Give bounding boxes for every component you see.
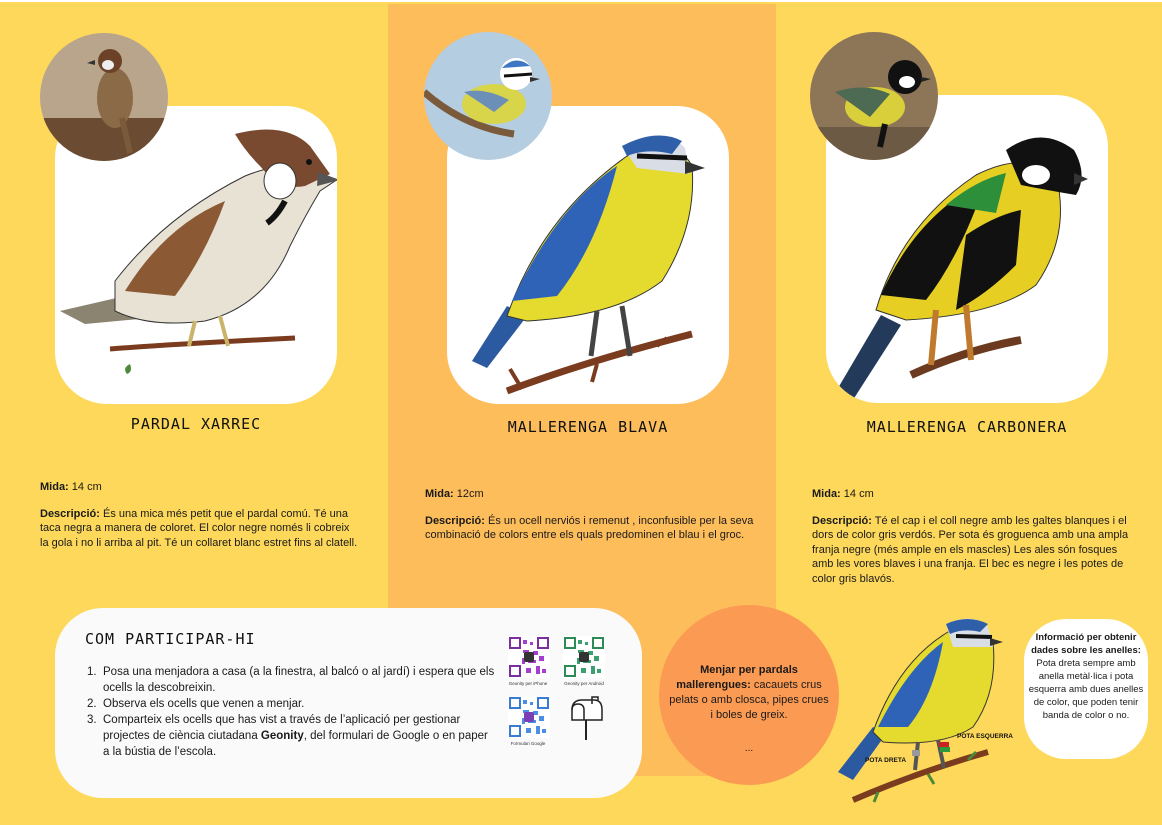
qr-caption: Formulari Google xyxy=(510,741,546,746)
participate-step: 2. Observa els ocells que venen a menjar. xyxy=(87,698,305,710)
qr-code-iphone[interactable] xyxy=(508,636,550,678)
size-label: Mida: xyxy=(40,481,69,493)
size-label: Mida: xyxy=(425,488,454,500)
great-tit-photo xyxy=(810,32,938,160)
left-leg-label: POTA ESQUERRA xyxy=(957,733,1013,740)
qr-code-google-form[interactable] xyxy=(508,696,550,738)
qr-code-android[interactable] xyxy=(563,636,605,678)
participate-steps xyxy=(87,664,497,760)
mailbox-icon xyxy=(564,696,606,742)
great-tit-description xyxy=(812,487,1134,598)
description-label: Descripció: xyxy=(425,514,485,527)
food-text: Menjar per pardals mallerengues: cacauets crus pelats o amb closca, pipes crues i boles de greix. xyxy=(669,664,829,721)
food-ellipsis: ... xyxy=(744,743,754,754)
participate-title: COM PARTICIPAR-HI xyxy=(85,630,256,648)
blue-tit-photo xyxy=(424,32,552,160)
ring-info-title: Informació per obtenir dades sobre les anelles: xyxy=(1031,632,1141,656)
size-value: 14 cm xyxy=(68,481,102,493)
participate-step: 3. Comparteix els ocells que has vist a través de l’aplicació per gestionar projectes de ciència ciutadana Geonity, del formulari de Google o en paper a la bústia de l’escola. xyxy=(87,714,488,758)
blue-tit-title: MALLERENGA BLAVA xyxy=(507,418,669,436)
ring-info-text: Pota dreta sempre amb anella metàl·lica i pota esquerra amb dues anelles de color, que poden tenir banda de color o no. xyxy=(1028,658,1144,721)
tree-sparrow-title: PARDAL XARREC xyxy=(130,415,262,433)
description-text: És un ocell nerviós i remenut , inconfusible per la seva combinació de colors entre els quals predominen el blau i el groc. xyxy=(425,514,754,541)
size-value: 14 cm xyxy=(840,488,874,500)
right-leg-label: POTA DRETA xyxy=(865,757,907,764)
qr-caption: Geonity per Android xyxy=(564,681,604,686)
qr-caption: Geonity per iPhone xyxy=(508,681,548,686)
blue-tit-description xyxy=(425,487,755,555)
description-text: És una mica més petit que el pardal comú. Té una taca negra a manera de coloret. El color negre només li cobreix la gola i no li arriba al pit. Té un collaret blanc estret fins al clatell. xyxy=(40,507,358,549)
great-tit-title: MALLERENGA CARBONERA xyxy=(866,418,1068,436)
size-label: Mida: xyxy=(812,488,841,500)
participate-step: 1. Posa una menjadora a casa (a la finestra, al balcó o al jardí) i espera que els ocells la descobreixin. xyxy=(87,666,495,694)
size-value: 12cm xyxy=(453,488,484,500)
ringed-blue-tit-drawing xyxy=(838,612,1026,808)
tree-sparrow-description xyxy=(40,480,360,562)
ring-info-bubble xyxy=(1024,619,1148,759)
tree-sparrow-photo xyxy=(40,33,168,161)
description-text: Té el cap i el coll negre amb les galtes blanques i el dors de color gris verdós. Per sota és groguenca amb una ampla franja negre (més ample en els mascles) Les ales són fosques amb les vores blaves i una franja. El bec es negre i les potes de color gris blavós. xyxy=(812,514,1129,585)
food-circle xyxy=(659,605,839,785)
description-label: Descripció: xyxy=(40,507,100,520)
description-label: Descripció: xyxy=(812,514,872,527)
participate-box xyxy=(55,608,642,798)
